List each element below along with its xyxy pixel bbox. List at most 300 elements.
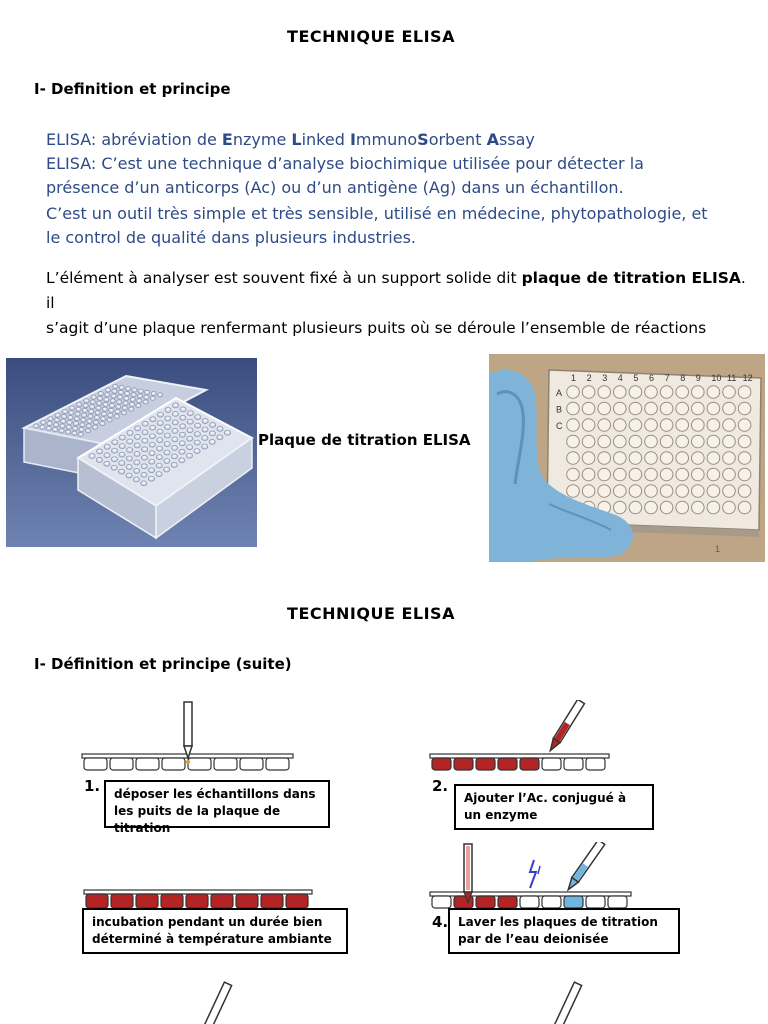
- plate-well: [660, 419, 673, 432]
- strip-well: [542, 896, 561, 908]
- plate-well: [195, 423, 201, 428]
- plate-well: [142, 447, 148, 452]
- plate-column-label: 9: [695, 373, 701, 383]
- plate-well: [676, 402, 689, 415]
- plate-well: [126, 456, 132, 461]
- usage-text: le control de qualité dans plusieurs industries.: [46, 228, 417, 247]
- plate-well: [61, 414, 66, 418]
- plate-well: [164, 467, 170, 472]
- step4-diagram: [426, 842, 656, 914]
- plate-well: [134, 460, 140, 465]
- plate-well: [723, 452, 736, 465]
- definition-text: ELISA: C’est une technique d’analyse biochimique utilisée pour détecter la: [46, 154, 644, 173]
- plate-well: [157, 446, 163, 451]
- strip-well: [586, 896, 605, 908]
- plate-well: [645, 435, 658, 448]
- plate-column-label: 8: [680, 373, 686, 383]
- plate-well: [107, 418, 112, 422]
- plate-well: [135, 426, 141, 431]
- plate-well: [104, 453, 110, 458]
- plate-well: [111, 465, 117, 470]
- strip-well: [520, 758, 539, 770]
- plate-well: [98, 392, 103, 396]
- plate-well: [217, 435, 223, 440]
- plate-well: [87, 419, 92, 423]
- plate-well: [77, 402, 82, 406]
- plate-well: [614, 419, 627, 432]
- plate-well: [117, 395, 122, 399]
- plate-well: [692, 501, 705, 514]
- plate-well: [116, 405, 121, 409]
- plate-well: [567, 485, 580, 498]
- plate-well: [157, 429, 163, 434]
- strip-well: [498, 896, 517, 908]
- plate-well: [172, 428, 178, 433]
- step-number: 2.: [432, 777, 449, 795]
- pipette-illustration: [546, 978, 594, 1024]
- plate-well: [105, 388, 110, 392]
- plate-well: [129, 407, 134, 411]
- plate-well: [59, 429, 64, 433]
- plate-well: [84, 399, 89, 403]
- plate-well: [179, 432, 185, 437]
- plate-well: [144, 395, 149, 399]
- plate-well: [157, 438, 163, 443]
- plate-well: [134, 434, 140, 439]
- plate-well: [90, 400, 95, 404]
- plate-well: [660, 435, 673, 448]
- plate-well: [660, 501, 673, 514]
- plate-well: [130, 398, 135, 402]
- plate-well: [134, 443, 140, 448]
- plate-well: [73, 426, 78, 430]
- bold-term: plaque de titration ELISA: [521, 269, 741, 287]
- plate-well: [60, 424, 65, 428]
- strip-well: [608, 896, 627, 908]
- plate-well: [598, 468, 611, 481]
- plate-well: [187, 419, 193, 424]
- plate-well: [86, 424, 91, 428]
- strip-well: [236, 894, 258, 908]
- plate-well: [103, 402, 108, 406]
- plate-well: [567, 452, 580, 465]
- plate-well: [209, 431, 215, 436]
- plate-well: [180, 407, 186, 412]
- gloved-hand-plate-photo: [489, 354, 765, 562]
- plate-well: [723, 386, 736, 399]
- strip-well: [162, 758, 185, 770]
- plate-well: [692, 452, 705, 465]
- plate-well: [692, 386, 705, 399]
- plate-well: [164, 450, 170, 455]
- plate-column-label: 5: [633, 373, 639, 383]
- plate-well: [629, 419, 642, 432]
- plate-well: [124, 396, 129, 400]
- plate-well: [97, 449, 103, 454]
- plate-well: [598, 386, 611, 399]
- plate-well: [69, 411, 74, 415]
- plate-well: [676, 501, 689, 514]
- plate-well: [164, 433, 170, 438]
- plate-well: [145, 390, 150, 394]
- plate-well: [141, 455, 147, 460]
- step1-diagram: [80, 700, 340, 780]
- plate-well: [121, 411, 126, 415]
- plate-column-label: 4: [617, 373, 623, 383]
- plate-well: [41, 420, 46, 424]
- plate-column-label: 12: [742, 373, 753, 383]
- plate-well: [157, 393, 162, 397]
- plate-well: [61, 419, 66, 423]
- plate-well: [582, 468, 595, 481]
- plate-well: [172, 411, 178, 416]
- plate-well: [629, 452, 642, 465]
- plate-well: [150, 425, 156, 430]
- plate-well: [614, 386, 627, 399]
- plate-well: [79, 428, 84, 432]
- plate-well: [96, 457, 102, 462]
- plate-well: [171, 462, 177, 467]
- strip-well: [432, 758, 451, 770]
- strip-well: [84, 758, 107, 770]
- plate-well: [94, 416, 99, 420]
- strip-well: [286, 894, 308, 908]
- plate-well: [180, 415, 186, 420]
- plate-column-label: 11: [727, 373, 737, 383]
- plate-well: [567, 419, 580, 432]
- plate-well: [165, 408, 171, 413]
- plate-well: [93, 420, 98, 424]
- plate-well: [93, 425, 98, 429]
- plate-well: [723, 485, 736, 498]
- strip-well: [266, 758, 289, 770]
- plate-well: [149, 459, 155, 464]
- plate-column-label: 10: [711, 373, 722, 383]
- plate-well: [598, 419, 611, 432]
- section-heading-2: I- Définition et principe (suite): [34, 655, 292, 673]
- plate-column-label: 6: [649, 373, 655, 383]
- plate-well: [660, 485, 673, 498]
- step2-diagram: [426, 700, 646, 780]
- plate-well: [707, 501, 720, 514]
- plate-well: [117, 400, 122, 404]
- plate-well: [62, 410, 67, 414]
- page-number: 1: [715, 544, 721, 554]
- plate-well: [69, 406, 74, 410]
- strip-well: [111, 894, 133, 908]
- plate-well: [692, 435, 705, 448]
- plate-well: [118, 390, 123, 394]
- plate-well: [53, 428, 58, 432]
- plate-well: [141, 464, 147, 469]
- plate-well: [598, 485, 611, 498]
- plate-well: [142, 421, 148, 426]
- plate-well: [136, 404, 141, 408]
- plate-well: [55, 413, 60, 417]
- plate-well: [738, 419, 751, 432]
- plate-well: [629, 468, 642, 481]
- plate-caption: Plaque de titration ELISA: [258, 431, 471, 449]
- plate-well: [723, 468, 736, 481]
- plate-well: [74, 417, 79, 421]
- plate-well: [85, 429, 90, 433]
- plate-well: [142, 430, 148, 435]
- plate-well: [660, 452, 673, 465]
- plate-well: [194, 440, 200, 445]
- plate-well: [80, 423, 85, 427]
- plate-well: [125, 387, 130, 391]
- plate-well: [119, 452, 125, 457]
- strip-well: [564, 758, 583, 770]
- plate-well: [148, 476, 154, 481]
- plate-well: [82, 408, 87, 412]
- plate-well: [142, 438, 148, 443]
- plate-well: [157, 412, 163, 417]
- plate-well: [738, 402, 751, 415]
- plate-well: [97, 396, 102, 400]
- definition-block: [46, 128, 746, 250]
- plate-well: [567, 468, 580, 481]
- plate-well: [676, 468, 689, 481]
- plate-well: [81, 418, 86, 422]
- plate-well: [707, 485, 720, 498]
- plate-well: [614, 435, 627, 448]
- plate-well: [707, 468, 720, 481]
- plate-well: [210, 422, 216, 427]
- plate-well: [676, 386, 689, 399]
- plate-well: [141, 481, 147, 486]
- plate-well: [143, 400, 148, 404]
- plate-well: [109, 408, 114, 412]
- plate-well: [209, 439, 215, 444]
- elisa-plates-photo: [6, 358, 257, 547]
- plate-well: [46, 426, 51, 430]
- plate-well: [89, 410, 94, 414]
- strip-well: [498, 758, 517, 770]
- plate-well: [598, 452, 611, 465]
- strip-well: [214, 758, 237, 770]
- plate-well: [194, 449, 200, 454]
- plate-well: [81, 413, 86, 417]
- plate-well: [115, 410, 120, 414]
- plate-well: [78, 432, 83, 436]
- plate-well: [131, 393, 136, 397]
- plate-well: [582, 419, 595, 432]
- plate-well: [645, 419, 658, 432]
- plate-well: [217, 426, 223, 431]
- plate-well: [119, 469, 125, 474]
- plate-well: [119, 444, 125, 449]
- strip-well: [161, 894, 183, 908]
- plate-well: [109, 404, 114, 408]
- plate-well: [165, 425, 171, 430]
- plate-well: [629, 386, 642, 399]
- plate-well: [629, 402, 642, 415]
- plate-well: [97, 401, 102, 405]
- plate-well: [119, 435, 125, 440]
- plate-well: [127, 439, 133, 444]
- plate-well: [614, 402, 627, 415]
- step1-caption: déposer les échantillons dans les puits de la plaque de titration: [104, 780, 330, 828]
- plate-well: [111, 394, 116, 398]
- plate-well: [738, 435, 751, 448]
- plate-well: [54, 418, 59, 422]
- plate-well: [723, 402, 736, 415]
- plate-well: [179, 449, 185, 454]
- plate-well: [126, 473, 132, 478]
- plate-well: [165, 416, 171, 421]
- plate-well: [100, 422, 105, 426]
- plate-well: [723, 419, 736, 432]
- plate-well: [179, 458, 185, 463]
- plate-row-label: A: [556, 388, 563, 398]
- plate-well: [156, 472, 162, 477]
- plate-well: [582, 386, 595, 399]
- plate-well: [133, 477, 139, 482]
- plate-well: [567, 402, 580, 415]
- definition-line: ELISA: abréviation de Enzyme Linked ImmunoSorbent Assay: [46, 130, 535, 149]
- plate-well: [171, 454, 177, 459]
- plate-well: [134, 468, 140, 473]
- plate-well: [738, 485, 751, 498]
- strip-well: [136, 758, 159, 770]
- plate-well: [660, 402, 673, 415]
- plate-well: [598, 435, 611, 448]
- plate-well: [149, 451, 155, 456]
- strip-well: [211, 894, 233, 908]
- plate-well: [101, 412, 106, 416]
- plate-well: [676, 419, 689, 432]
- strip-well: [564, 896, 583, 908]
- plate-column-label: 3: [602, 373, 608, 383]
- plate-well: [187, 436, 193, 441]
- plate-well: [187, 445, 193, 450]
- plate-well: [645, 386, 658, 399]
- plate-well: [173, 403, 179, 408]
- plate-well: [119, 461, 125, 466]
- plate-well: [134, 451, 140, 456]
- plate-well: [614, 501, 627, 514]
- plate-well: [738, 452, 751, 465]
- plate-well: [125, 392, 130, 396]
- plate-well: [72, 431, 77, 435]
- step4-caption: Laver les plaques de titration par de l’eau deionisée: [448, 908, 680, 954]
- plate-well: [707, 402, 720, 415]
- plate-well: [582, 485, 595, 498]
- plate-column-label: 1: [571, 373, 577, 383]
- plate-well: [89, 405, 94, 409]
- plate-well: [707, 435, 720, 448]
- plate-well: [202, 427, 208, 432]
- plate-well: [187, 411, 193, 416]
- plate-well: [119, 386, 124, 390]
- plate-well: [738, 386, 751, 399]
- strip-well: [586, 758, 605, 770]
- plate-well: [149, 468, 155, 473]
- plate-well: [123, 401, 128, 405]
- plate-well: [112, 448, 118, 453]
- plate-well: [707, 452, 720, 465]
- plate-well: [567, 435, 580, 448]
- plate-well: [66, 425, 71, 429]
- plate-well: [137, 394, 142, 398]
- strip-well: [110, 758, 133, 770]
- plate-well: [138, 389, 143, 393]
- plate-well: [104, 444, 110, 449]
- plate-well: [88, 414, 93, 418]
- plate-well: [156, 455, 162, 460]
- strip-well: [476, 896, 495, 908]
- plate-well: [186, 453, 192, 458]
- plate-well: [150, 396, 155, 400]
- plate-well: [53, 423, 58, 427]
- step-number: 1.: [84, 777, 101, 795]
- plate-well: [47, 422, 52, 426]
- plate-well: [660, 468, 673, 481]
- page-title-2: TECHNIQUE ELISA: [287, 604, 455, 623]
- plate-well: [660, 386, 673, 399]
- plate-well: [738, 501, 751, 514]
- plate-well: [692, 485, 705, 498]
- plate-well: [113, 384, 118, 388]
- strip-well: [476, 758, 495, 770]
- plate-well: [157, 421, 163, 426]
- plate-well: [164, 459, 170, 464]
- plate-well: [91, 395, 96, 399]
- strip-well: [542, 758, 561, 770]
- plate-well: [614, 468, 627, 481]
- plate-well: [101, 417, 106, 421]
- plate-well: [95, 411, 100, 415]
- plate-well: [75, 412, 80, 416]
- plate-well: [723, 435, 736, 448]
- plate-well: [224, 430, 230, 435]
- plate-well: [692, 402, 705, 415]
- plate-well: [68, 416, 73, 420]
- plate-well: [132, 388, 137, 392]
- plate-well: [629, 435, 642, 448]
- strip-well: [520, 896, 539, 908]
- plate-well: [67, 420, 72, 424]
- plate-well: [202, 419, 208, 424]
- plate-well: [645, 402, 658, 415]
- page-title: TECHNIQUE ELISA: [287, 27, 455, 46]
- plate-column-label: 7: [664, 373, 670, 383]
- plate-well: [645, 501, 658, 514]
- plate-well: [676, 452, 689, 465]
- plate-well: [110, 399, 115, 403]
- plate-column-label: 2: [586, 373, 592, 383]
- step3-caption: incubation pendant un durée bien déterminé à température ambiante: [82, 908, 348, 954]
- step2-caption: Ajouter l’Ac. conjugué à un enzyme: [454, 784, 654, 830]
- plate-well: [104, 461, 110, 466]
- plate-row-label: B: [556, 404, 563, 415]
- plate-well: [692, 419, 705, 432]
- plate-well: [567, 386, 580, 399]
- plate-well: [723, 501, 736, 514]
- plate-well: [89, 454, 95, 459]
- plate-well: [172, 437, 178, 442]
- plate-well: [65, 430, 70, 434]
- plate-well: [105, 393, 110, 397]
- plate-well: [645, 485, 658, 498]
- plate-well: [104, 398, 109, 402]
- strip-well: [240, 758, 263, 770]
- strip-well: [188, 758, 211, 770]
- plate-well: [102, 407, 107, 411]
- plate-well: [614, 485, 627, 498]
- plate-well: [202, 444, 208, 449]
